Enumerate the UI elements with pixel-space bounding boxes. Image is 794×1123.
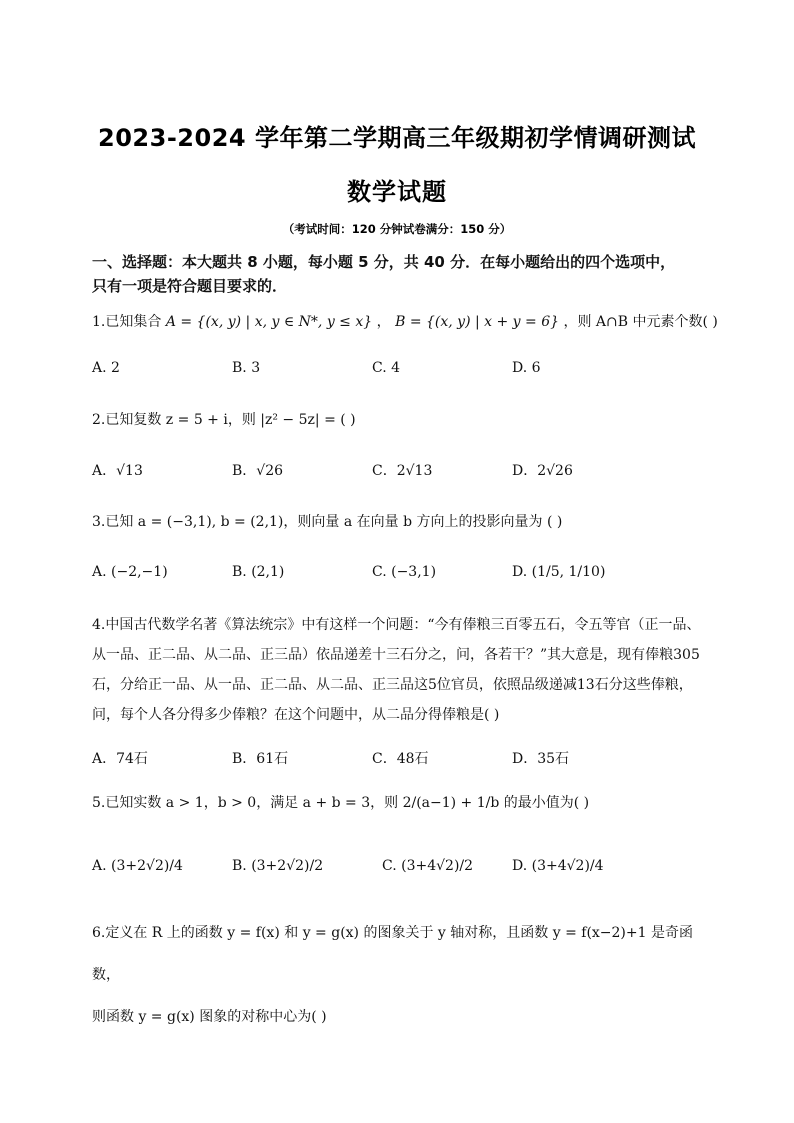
q1-suffix: ，则 A∩B 中元素个数( ): [563, 314, 718, 330]
q4-line-2: 从一品、正二品、从二品、正三品）依品递差十三石分之，问，各若干？”其大意是，现有俸粮305: [92, 647, 700, 663]
q5-options: [92, 858, 712, 882]
q1-option-a[interactable]: A. 2: [92, 360, 120, 376]
question-5: 5.已知实数 a > 1，b > 0，满足 a + b = 3，则 2/(a−1) + 1/b 的最小值为( ): [92, 795, 590, 811]
section-line-2: 只有一项是符合题目要求的．: [92, 277, 288, 295]
question-6: [92, 912, 712, 1038]
q4-option-c[interactable]: C．48石: [372, 751, 429, 767]
q6-line-2: 则函数 y = g(x) 图象的对称中心为( ): [92, 1009, 327, 1025]
q3-options: [92, 564, 712, 588]
q2-option-d[interactable]: D．2√26: [512, 463, 573, 479]
q4-line-4: 问，每个人各分得多少俸粮？在这个问题中，从二品分得俸粮是( ): [92, 707, 500, 723]
question-4: [92, 610, 712, 730]
q5-option-b[interactable]: B. (3+2√2)/2: [232, 858, 324, 874]
q1-option-c[interactable]: C. 4: [372, 360, 401, 376]
q2-option-a[interactable]: A．√13: [92, 463, 143, 479]
exam-info: （考试时间：120 分钟试卷满分：150 分）: [282, 222, 512, 236]
q1-set-a: A = {(x, y) | x, y ∈ N*, y ≤ x}: [165, 314, 373, 330]
exam-subject: 数学试题: [347, 178, 447, 206]
q1-option-d[interactable]: D. 6: [512, 360, 541, 376]
q5-option-d[interactable]: D. (3+4√2)/4: [512, 858, 604, 874]
q4-line-3: 石，分给正一品、从一品、正二品、从二品、正三品这5位官员，依照品级递减13石分这些俸粮，: [92, 677, 693, 693]
q5-option-c[interactable]: C. (3+4√2)/2: [382, 858, 474, 874]
q5-option-a[interactable]: A. (3+2√2)/4: [92, 858, 183, 874]
q6-line-1: 6.定义在 R 上的函数 y = f(x) 和 y = g(x) 的图象关于 y 轴对称，且函数 y = f(x−2)+1 是奇函数，: [92, 925, 693, 983]
q4-option-b[interactable]: B．61石: [232, 751, 289, 767]
q4-option-d[interactable]: D．35石: [512, 751, 570, 767]
question-2: 2.已知复数 z = 5 + i，则 |z² − 5z| = ( ): [92, 412, 356, 428]
q3-option-c[interactable]: C. (−3,1): [372, 564, 437, 580]
exam-title: 2023-2024 学年第二学期高三年级期初学情调研测试: [98, 124, 696, 152]
q2-option-c[interactable]: C．2√13: [372, 463, 433, 479]
section-line-1: 一、选择题：本大题共 8 小题，每小题 5 分，共 40 分．在每小题给出的四个选项中，: [92, 253, 676, 271]
q4-option-a[interactable]: A．74石: [92, 751, 148, 767]
q2-option-b[interactable]: B．√26: [232, 463, 284, 479]
q2-options: [92, 460, 712, 484]
q1-options: [92, 360, 712, 384]
q4-line-1: 4.中国古代数学名著《算法统宗》中有这样一个问题：“今有俸粮三百零五石，令五等官（正一品、: [92, 617, 701, 633]
q1-prefix: 1.已知集合: [92, 314, 162, 330]
question-3: 3.已知 a = (−3,1), b = (2,1)，则向量 a 在向量 b 方向上的投影向量为 ( ): [92, 514, 563, 530]
q3-option-d[interactable]: D. (1/5, 1/10): [512, 564, 606, 580]
q3-option-a[interactable]: A. (−2,−1): [92, 564, 168, 580]
q3-option-b[interactable]: B. (2,1): [232, 564, 285, 580]
section-heading: [92, 250, 712, 298]
q1-option-b[interactable]: B. 3: [232, 360, 261, 376]
q1-set-b: B = {(x, y) | x + y = 6}: [395, 314, 560, 330]
q4-options: [92, 748, 712, 772]
question-1: 1.已知集合 A = {(x, y) | x, y ∈ N*, y ≤ x} ， B = {(x, y) | x + y = 6} ，则 A∩B 中元素个数( ): [92, 314, 718, 330]
